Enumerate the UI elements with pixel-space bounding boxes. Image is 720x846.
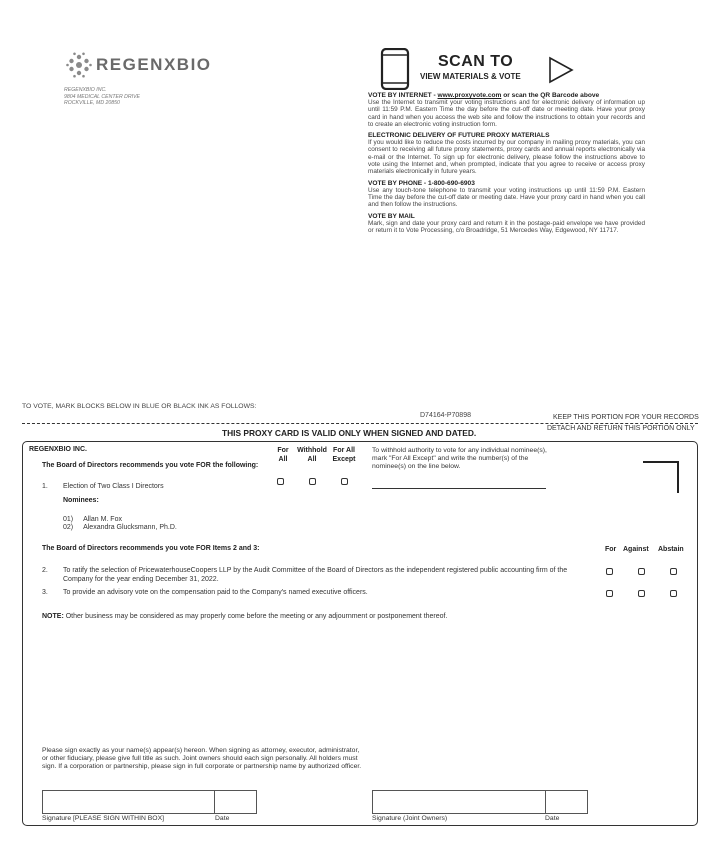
- address-line: 9804 MEDICAL CENTER DRIVE: [64, 93, 141, 100]
- item-3-abstain-checkbox[interactable]: [670, 590, 677, 597]
- vote-mail-heading: VOTE BY MAIL: [368, 212, 415, 220]
- address-line: ROCKVILLE, MD 20850: [64, 100, 120, 106]
- nominee-number-line[interactable]: [372, 488, 546, 489]
- col-for-all-except-header: For All Except: [332, 447, 356, 463]
- date-box[interactable]: [214, 790, 257, 814]
- detach-line: [22, 423, 698, 424]
- for-all-except-checkbox[interactable]: [341, 478, 348, 485]
- note-label: NOTE:: [42, 613, 64, 620]
- keep-portion-label: KEEP THIS PORTION FOR YOUR RECORDS: [553, 414, 699, 421]
- col-withhold-all-header: Withhold All: [297, 447, 327, 463]
- nominee-name: Allan M. Fox: [83, 516, 122, 523]
- item-3-against-checkbox[interactable]: [638, 590, 645, 597]
- nominee-name: Alexandra Glucksmann, Ph.D.: [83, 524, 177, 531]
- scan-banner: [380, 48, 580, 90]
- electronic-delivery-heading: ELECTRONIC DELIVERY OF FUTURE PROXY MATERIALS: [368, 132, 550, 140]
- note-text: Other business may be considered as may properly come before the meeting or any adjournment or postponement thereof.: [63, 613, 448, 620]
- company-logo: [66, 52, 256, 78]
- card-company-name: REGENXBIO INC.: [29, 446, 87, 453]
- address-line: REGENXBIO INC.: [64, 87, 107, 93]
- withhold-instructions: To withhold authority to vote for any individual nominee(s), mark "For All Except" and write the number(s) of the nominee(s) on the line below.: [372, 447, 547, 470]
- item-2-against-checkbox[interactable]: [638, 568, 645, 575]
- nominee-row: [63, 524, 177, 533]
- detach-portion-label: DETACH AND RETURN THIS PORTION ONLY: [547, 425, 695, 432]
- signature-box[interactable]: [42, 790, 215, 814]
- scan-title: SCAN TO: [438, 53, 514, 70]
- col-for-all-header: For All: [277, 447, 289, 463]
- nominees-label: Nominees:: [63, 497, 99, 504]
- item-1-text: Election of Two Class I Directors: [63, 483, 164, 490]
- vote-internet-heading-suffix: or scan the QR Barcode above: [501, 92, 600, 99]
- company-address: [64, 87, 184, 107]
- joint-signature-label: Signature (Joint Owners): [372, 815, 448, 822]
- for-all-checkbox[interactable]: [277, 478, 284, 485]
- signing-instructions: Please sign exactly as your name(s) appear(s) hereon. When signing as attorney, executor, administrator, or other fiduciary, please give full title as such. Joint owners should each sign personally. All holders must sign. If a corporation or partnership, please sign in full corporate or partnership name by authorized officer.: [42, 747, 362, 770]
- item-3-text: To provide an advisory vote on the compensation paid to the Company's named executive officers.: [63, 589, 368, 596]
- item-3-for-checkbox[interactable]: [606, 590, 613, 597]
- col-for-header: For: [605, 546, 617, 553]
- vote-phone-heading: VOTE BY PHONE - 1-800-690-6903: [368, 179, 475, 187]
- voting-instructions: [368, 92, 645, 234]
- vote-phone-body: Use any touch-tone telephone to transmit your voting instructions up until 11:59 P.M. Eastern Time the day before the cut-off date or meeting date. Have your proxy card in hand when you call and then follow the instructions.: [368, 186, 645, 209]
- note: [42, 613, 447, 622]
- vote-mail-section: [368, 213, 645, 235]
- joint-signature-box[interactable]: [372, 790, 546, 814]
- scan-subtitle: VIEW MATERIALS & VOTE: [420, 72, 521, 81]
- control-number: D74164-P70898: [420, 412, 471, 419]
- item-2-abstain-checkbox[interactable]: [670, 568, 677, 575]
- col-against-header: Against: [623, 546, 649, 553]
- phone-icon: [380, 48, 410, 90]
- nominee-number: 01): [63, 516, 74, 523]
- regenxbio-logo-icon: [66, 52, 92, 78]
- board-recommendation-2: The Board of Directors recommends you vote FOR Items 2 and 3:: [42, 545, 260, 552]
- joint-date-box[interactable]: [545, 790, 588, 814]
- vote-mail-body: Mark, sign and date your proxy card and return it in the postage-paid envelope we have provided or return it to Vote Processing, c/o Broadridge, 51 Mercedes Way, Edgewood, NY 11717.: [368, 219, 645, 234]
- nominee-number: 02): [63, 524, 74, 531]
- date-label: Date: [215, 815, 230, 822]
- joint-date-label: Date: [545, 815, 560, 822]
- item-3-number: 3.: [42, 589, 48, 596]
- board-recommendation-1: The Board of Directors recommends you vote FOR the following:: [42, 462, 259, 469]
- item-2-text: To ratify the selection of PricewaterhouseCoopers LLP by the Audit Committee of the Board of Directors as the independent registered public accounting firm of the Company for the year ending December 31, 2022.: [63, 567, 568, 583]
- valid-notice: THIS PROXY CARD IS VALID ONLY WHEN SIGNED AND DATED.: [222, 428, 477, 438]
- item-2-number: 2.: [42, 567, 48, 574]
- vote-phone-section: [368, 180, 645, 209]
- vote-internet-heading: VOTE BY INTERNET -: [368, 92, 438, 99]
- electronic-delivery-body: If you would like to reduce the costs incurred by our company in mailing proxy materials, you can consent to receiving all future proxy statements, proxy cards and annual reports electronically via e-mail or the Internet. To sign up for electronic delivery, please follow the instructions above to vote using the Internet and, when prompted, indicate that you agree to receive or access proxy materials electronically in future years.: [368, 139, 645, 176]
- vote-internet-section: [368, 92, 645, 128]
- item-1-number: 1.: [42, 483, 48, 490]
- col-abstain-header: Abstain: [658, 546, 684, 553]
- logo-text: REGENXBIO: [96, 55, 212, 74]
- proxyvote-link[interactable]: www.proxyvote.com: [437, 92, 502, 99]
- vote-internet-body: Use the Internet to transmit your voting instructions and for electronic delivery of information up until 11:59 P.M. Eastern Time the day before the cut-off date or meeting date. Have your proxy card in hand when you access the web site and follow the instructions to obtain your records and to create an electronic voting instruction form.: [368, 99, 645, 128]
- item-2-for-checkbox[interactable]: [606, 568, 613, 575]
- electronic-delivery-section: [368, 132, 645, 175]
- play-arrow-icon: [548, 56, 574, 84]
- signature-label: Signature [PLEASE SIGN WITHIN BOX]: [42, 815, 165, 822]
- registration-corner-mark: [643, 461, 679, 493]
- withhold-all-checkbox[interactable]: [309, 478, 316, 485]
- mark-blocks-instruction: TO VOTE, MARK BLOCKS BELOW IN BLUE OR BLACK INK AS FOLLOWS:: [22, 403, 257, 410]
